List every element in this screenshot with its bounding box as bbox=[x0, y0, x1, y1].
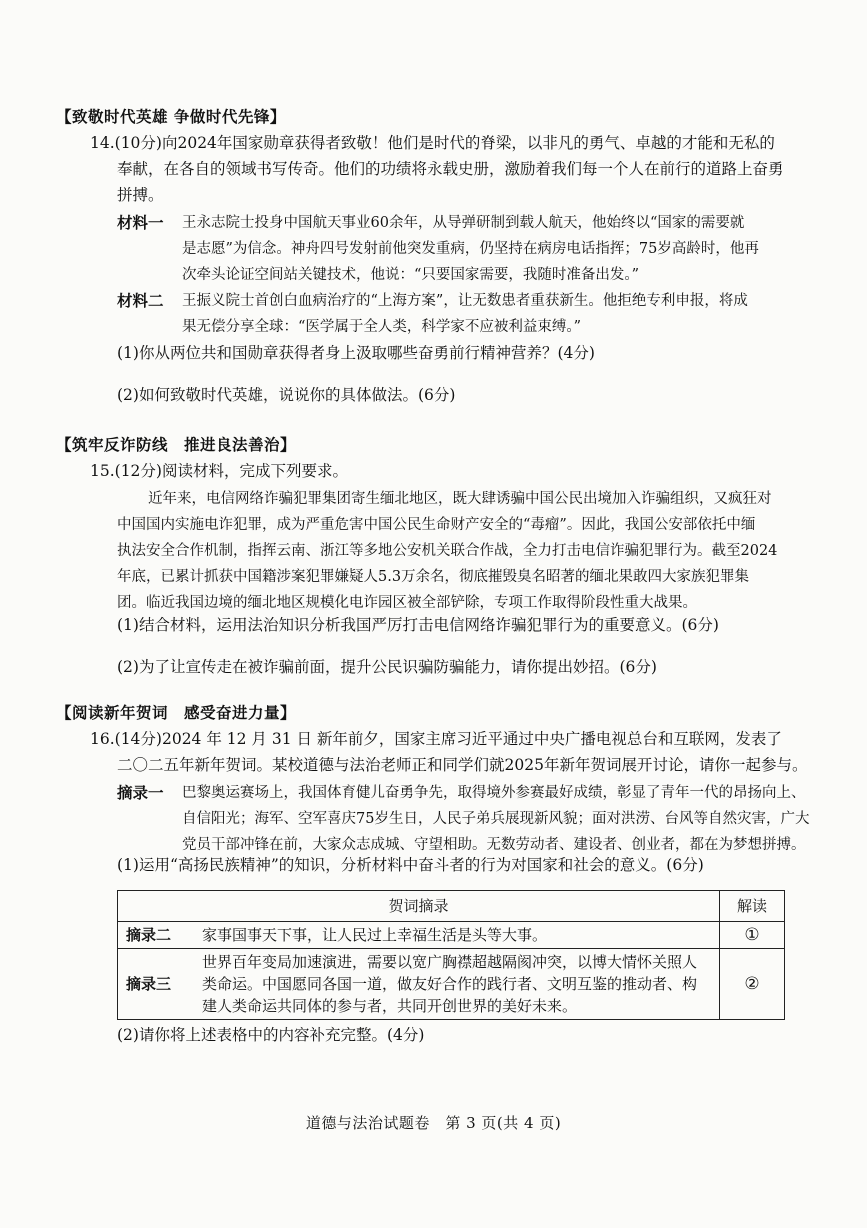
row-label: 摘录二 bbox=[118, 922, 195, 949]
question-16-line-2: 二〇二五年新年贺词。某校道德与法治老师正和同学们就2025年新年贺词展开讨论，请你一起参与。 bbox=[117, 756, 808, 774]
question-16-sub-1: (1)运用“高扬民族精神”的知识，分析材料中奋斗者的行为对国家和社会的意义。(6分) bbox=[117, 856, 704, 874]
question-15-sub-1: (1)结合材料，运用法治知识分析我国严厉打击电信网络诈骗犯罪行为的重要意义。(6分) bbox=[117, 616, 719, 634]
row-text: 家事国事天下事，让人民过上幸福生活是头等大事。 bbox=[194, 922, 720, 949]
answer-blank-2: ② bbox=[720, 949, 785, 1020]
question-14-sub-1: (1)你从两位共和国勋章获得者身上汲取哪些奋勇前行精神营养？(4分) bbox=[117, 344, 595, 362]
question-14-line-3: 拼搏。 bbox=[117, 186, 164, 204]
table-header-row bbox=[118, 891, 785, 922]
material-1-line-1: 王永志院士投身中国航天事业60余年，从导弹研制到载人航天，他始终以“国家的需要就 bbox=[182, 215, 745, 231]
section-title-new-year: 【阅读新年贺词 感受奋进力量】 bbox=[56, 704, 297, 722]
passage-line-3: 执法安全合作机制，指挥云南、浙江等多地公安机关联合作战，全力打击电信诈骗犯罪行为。截至2024 bbox=[117, 543, 778, 559]
question-14-line-1: 14.(10分)向2024年国家勋章获得者致敬！他们是时代的脊梁，以非凡的勇气、卓越的才能和无私的 bbox=[90, 134, 775, 152]
material-2-line-1: 王振义院士首创白血病治疗的“上海方案”，让无数患者重获新生。他拒绝专利申报，将成 bbox=[182, 293, 748, 309]
excerpt-1-line-2: 自信阳光；海军、空军喜庆75岁生日，人民子弟兵展现新风貌；面对洪涝、台风等自然灾害，广大 bbox=[182, 811, 810, 827]
answer-blank-1: ① bbox=[720, 922, 785, 949]
new-year-quotes-table bbox=[117, 890, 785, 1020]
table-row bbox=[118, 949, 785, 1020]
question-15-sub-2: (2)为了让宣传走在被诈骗前面，提升公民识骗防骗能力，请你提出妙招。(6分) bbox=[117, 658, 657, 676]
passage-line-1: 近年来，电信网络诈骗犯罪集团寄生缅北地区，既大肆诱骗中国公民出境加入诈骗组织，又疯狂对 bbox=[148, 491, 772, 507]
table-row bbox=[118, 922, 785, 949]
question-16-sub-2: (2)请你将上述表格中的内容补充完整。(4分) bbox=[117, 1026, 425, 1044]
material-2-label: 材料二 bbox=[117, 292, 164, 310]
excerpt-1-line-3: 党员干部冲锋在前，大家众志成城、守望相助。无数劳动者、建设者、创业者，都在为梦想拼搏。 bbox=[182, 837, 806, 853]
question-14-sub-2: (2)如何致敬时代英雄，说说你的具体做法。(6分) bbox=[117, 386, 456, 404]
question-16-line-1: 16.(14分)2024 年 12 月 31 日 新年前夕，国家主席习近平通过中央广播电视总台和互联网，发表了 bbox=[90, 730, 782, 748]
question-15-line-1: 15.(12分)阅读材料，完成下列要求。 bbox=[90, 462, 348, 480]
material-1-label: 材料一 bbox=[117, 214, 164, 232]
excerpt-1-label: 摘录一 bbox=[117, 784, 164, 802]
question-14-line-2: 奉献，在各自的领域书写传奇。他们的功绩将永载史册，激励着我们每一个人在前行的道路上奋勇 bbox=[117, 160, 784, 178]
row-text: 世界百年变局加速演进，需要以宽广胸襟超越隔阂冲突，以博大情怀关照人类命运。中国愿同各国一道，做友好合作的践行者、文明互鉴的推动者、构建人类命运共同体的参与者，共同开创世界的美好未来。 bbox=[194, 949, 720, 1020]
section-title-anti-fraud: 【筑牢反诈防线 推进良法善治】 bbox=[56, 436, 297, 454]
passage-line-4: 年底，已累计抓获中国籍涉案犯罪嫌疑人5.3万余名，彻底摧毁臭名昭著的缅北果敢四大家族犯罪集 bbox=[117, 569, 750, 585]
passage-line-2: 中国国内实施电诈犯罪，成为严重危害中国公民生命财产安全的“毒瘤”。因此，我国公安部依托中缅 bbox=[117, 517, 756, 533]
material-1-line-3: 次牵头论证空间站关键技术，他说：“只要国家需要，我随时准备出发。” bbox=[182, 267, 640, 283]
excerpt-1-line-1: 巴黎奥运赛场上，我国体育健儿奋勇争先，取得境外参赛最好成绩，彰显了青年一代的昂扬向上、 bbox=[182, 785, 806, 801]
section-title-heroes: 【致敬时代英雄 争做时代先锋】 bbox=[56, 108, 286, 126]
header-interpretation: 解读 bbox=[720, 891, 785, 922]
material-1-line-2: 是志愿”为信念。神舟四号发射前他突发重病，仍坚持在病房电话指挥；75岁高龄时，他再 bbox=[182, 241, 759, 257]
row-label: 摘录三 bbox=[118, 949, 195, 1020]
material-2-line-2: 果无偿分享全球：“医学属于全人类，科学家不应被利益束缚。” bbox=[182, 319, 582, 335]
header-excerpt: 贺词摘录 bbox=[118, 891, 720, 922]
passage-line-5: 团。临近我国边境的缅北地区规模化电诈园区被全部铲除，专项工作取得阶段性重大战果。 bbox=[117, 595, 697, 611]
page-footer: 道德与法治试题卷 第 3 页(共 4 页) bbox=[305, 1114, 562, 1132]
